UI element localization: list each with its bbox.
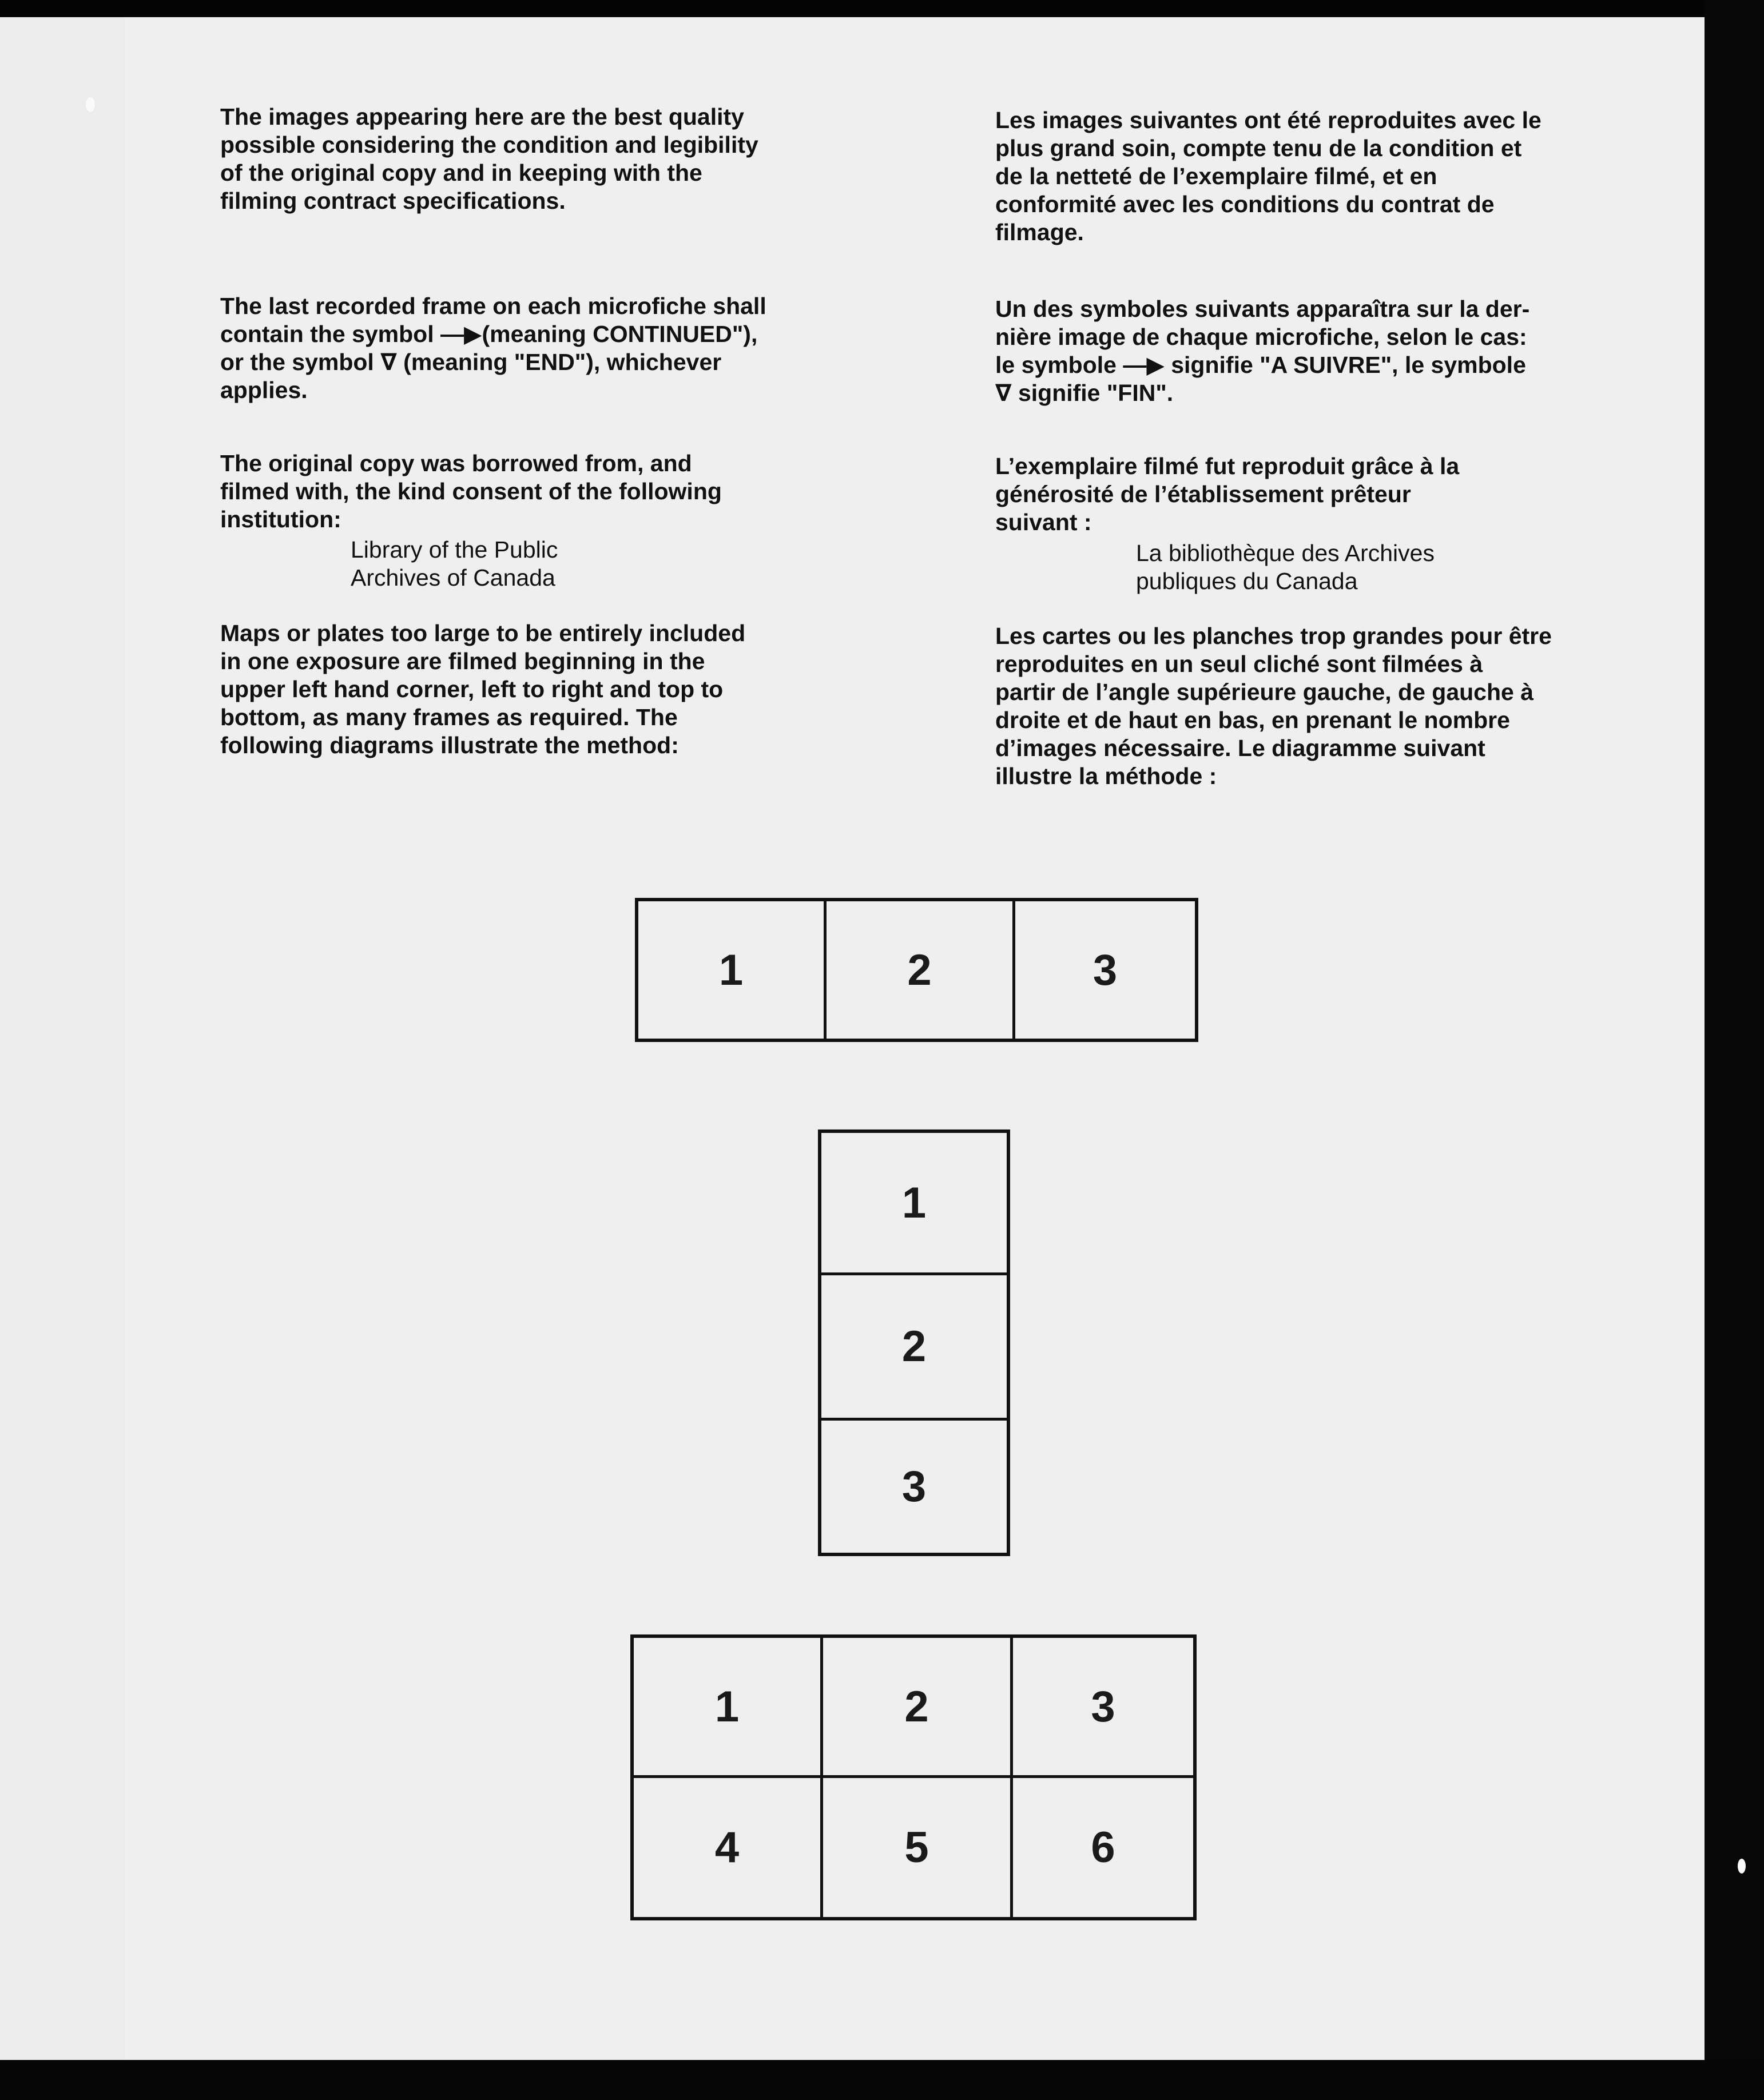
institution-name-fr: La bibliothèque des Archives publiques du Canada [1136, 540, 1435, 594]
symbol-notice-fr: Un des symboles suivants apparaîtra sur la der- nière image de chaque microfiche, selon le cas: le symbole —▶ signifie "A SUIVRE", le symbole ∇ signifie "FIN". [995, 296, 1530, 406]
film-top-border [0, 0, 1764, 17]
institution-name-en: Library of the Public Archives of Canada [351, 536, 558, 591]
maps-notice-en: Maps or plates too large to be entirely included in one exposure are filmed beginning in the upper left hand corner, left to right and top to bottom, as many frames as required. The following diagrams illustrate the method: [220, 620, 746, 758]
frame-cell: 4 [634, 1775, 820, 1917]
frame-cell: 1 [901, 1178, 927, 1227]
grid-frame-diagram [630, 1634, 1197, 1920]
film-left-margin [0, 17, 126, 2060]
maps-notice-fr: Les cartes ou les planches trop grandes pour être reproduites en un seul cliché sont filmées à partir de l’angle supérieure gauche, de gauche à droite et de haut en bas, en prenant le nombre d’images nécessaire. Le diagramme suivant illustre la méthode : [995, 623, 1552, 789]
frame-cell: 2 [824, 901, 1012, 1039]
institution-notice-fr: L’exemplaire filmé fut reproduit grâce à la générosité de l’établissement prêteur suivant : [995, 453, 1460, 535]
quality-notice-en: The images appearing here are the best quality possible considering the condition and legibility of the original copy and in keeping with the filming contract specifications. [220, 104, 758, 214]
frame-cell: 3 [1010, 1638, 1193, 1775]
frame-cell: 1 [714, 1682, 740, 1731]
symbol-notice-en: The last recorded frame on each microfiche shall contain the symbol —▶(meaning CONTINUED"), or the symbol ∇ (meaning "END"), whichever applies. [220, 293, 766, 403]
frame-cell: 1 [718, 945, 744, 995]
quality-notice-fr: Les images suivantes ont été reproduites avec le plus grand soin, compte tenu de la condition et de la netteté de l’exemplaire filmé, et en conformité avec les conditions du contrat de filmage. [995, 107, 1541, 245]
film-bottom-border [0, 2060, 1764, 2100]
frame-cell: 3 [1012, 901, 1195, 1039]
vertical-frame-diagram [818, 1129, 1010, 1556]
frame-cell: 2 [821, 1272, 1007, 1418]
frame-cell: 5 [820, 1775, 1010, 1917]
film-right-border [1705, 0, 1764, 2100]
film-speck [1738, 1859, 1746, 1874]
frame-cell: 3 [821, 1418, 1007, 1553]
film-speck [86, 97, 95, 112]
frame-cell: 6 [1010, 1775, 1193, 1917]
frame-cell: 2 [820, 1638, 1010, 1775]
horizontal-frame-diagram [635, 898, 1198, 1042]
institution-notice-en: The original copy was borrowed from, and filmed with, the kind consent of the following institution: [220, 450, 722, 532]
